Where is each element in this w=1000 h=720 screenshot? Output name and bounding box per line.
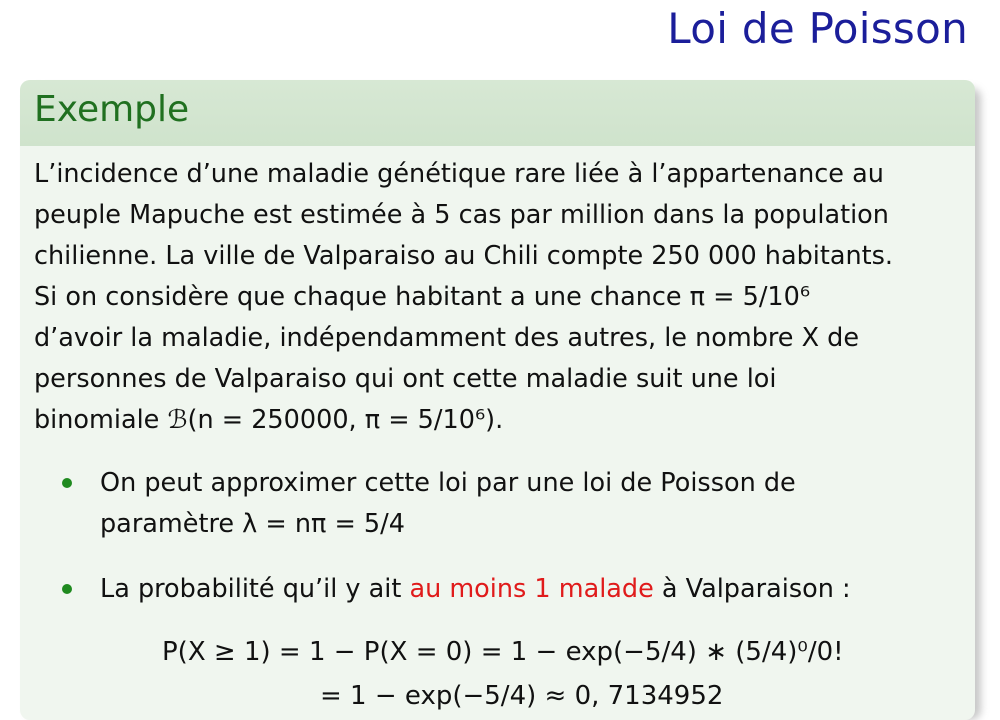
bullet-item-approximation [100,463,963,545]
bullet-list [34,463,963,610]
paragraph-line-2: peuple Mapuche est estimée à 5 cas par million dans la population [34,200,889,230]
paragraph-line-3: chilienne. La ville de Valparaiso au Chili compte 250 000 habitants. [34,241,894,271]
equation-line-2: = 1 − exp(−5/4) ≈ 0, 7134952 [320,681,724,711]
block-panel [20,80,975,720]
bullet1-line-1: On peut approximer cette loi par une loi de Poisson de [100,468,796,498]
bullet2-highlight: au moins 1 malade [409,574,654,604]
paragraph-line-4: Si on considère que chaque habitant a une chance π = 5/10⁶ [34,282,811,312]
slide-title: Loi de Poisson [667,4,968,53]
bullet2-text-before: La probabilité qu’il y ait [100,574,410,604]
bullet-item-probability [100,569,963,610]
bullet-dot-icon [62,584,72,594]
block-body [20,146,975,718]
paragraph-line-5: d’avoir la maladie, indépendamment des autres, le nombre X de [34,323,860,353]
example-block [20,80,975,720]
paragraph-line-7: binomiale ℬ(n = 250000, π = 5/10⁶). [34,405,504,435]
bullet1-line-2: paramètre λ = nπ = 5/4 [100,509,405,539]
paragraph-line-6: personnes de Valparaiso qui ont cette maladie suit une loi [34,364,777,394]
bullet-dot-icon [62,478,72,488]
bullet2-text-after: à Valparaison : [653,574,851,604]
paragraph-line-1: L’incidence d’une maladie génétique rare liée à l’appartenance au [34,159,884,189]
equation-line-1: P(X ≥ 1) = 1 − P(X = 0) = 1 − exp(−5/4) ∗ (5/4)⁰/0! [162,637,844,667]
block-heading: Exemple [20,80,975,146]
equations [34,630,963,718]
